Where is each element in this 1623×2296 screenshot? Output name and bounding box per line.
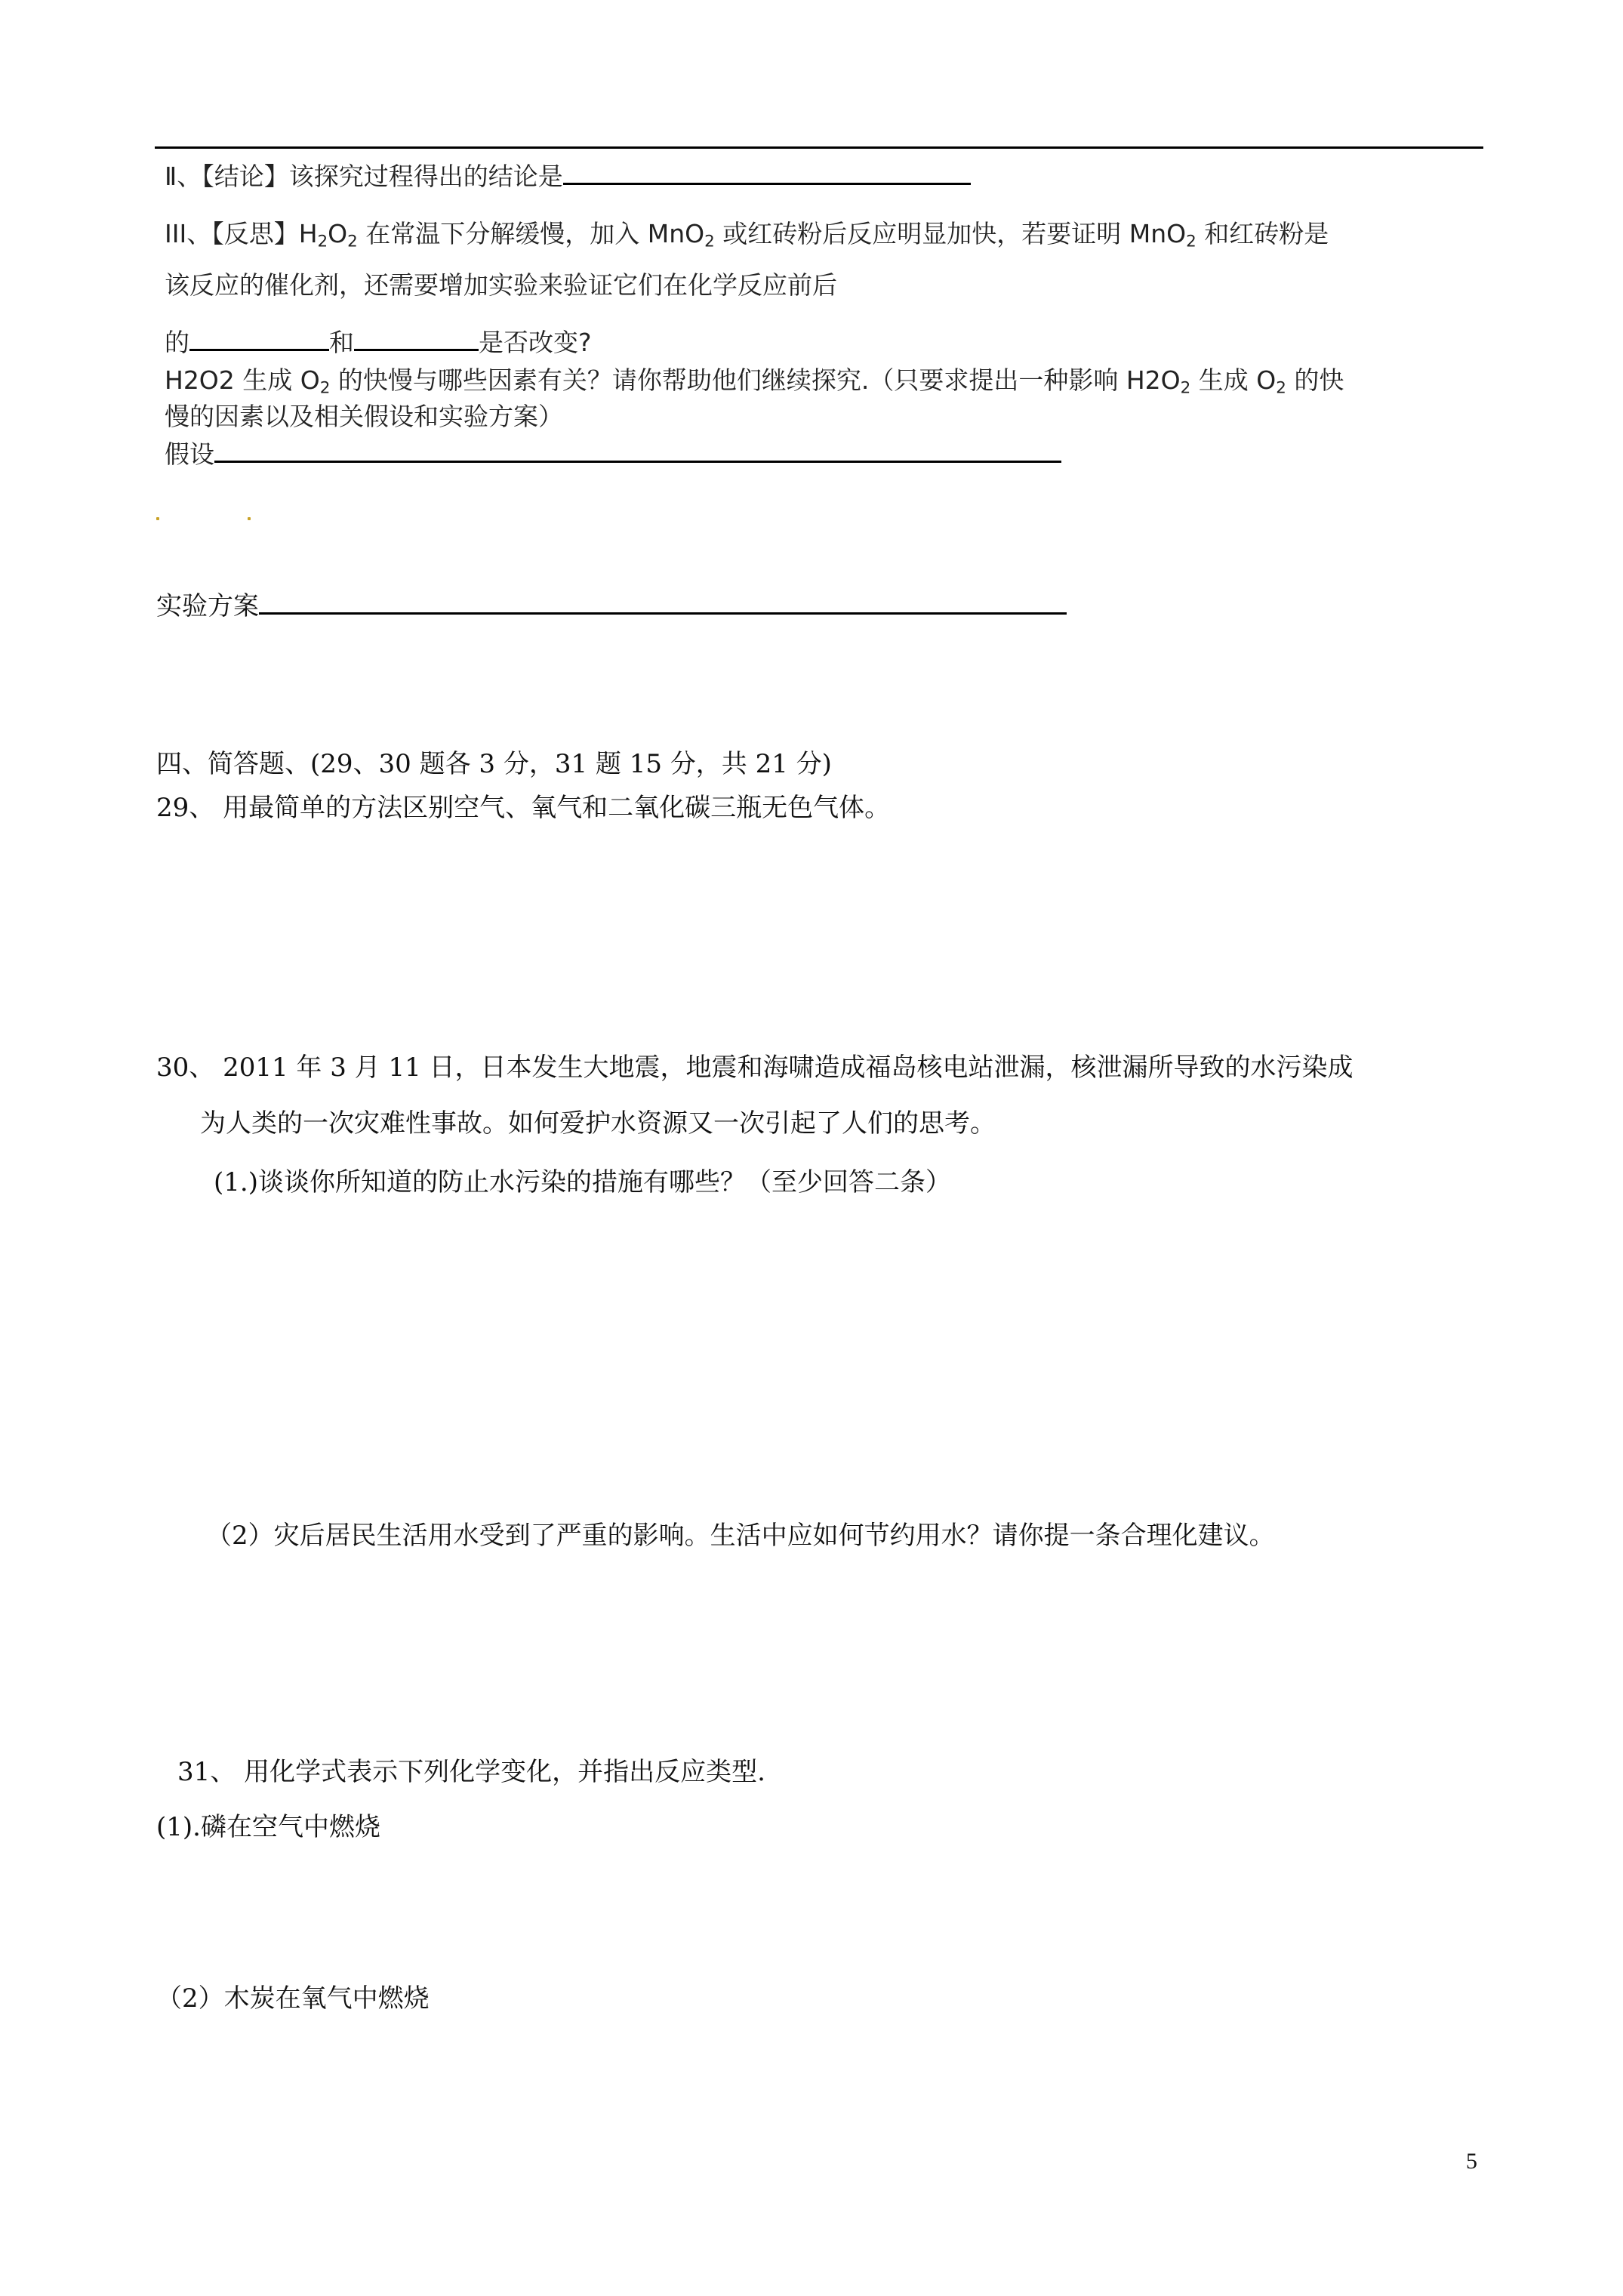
reflection-line-1 <box>165 214 1329 251</box>
question-31: 31、 用化学式表示下列化学变化，并指出反应类型. <box>177 1757 765 1787</box>
section-4-heading: 四、简答题、(29、30 题各 3 分，31 题 15 分，共 21 分) <box>156 749 832 779</box>
subscript: 2 <box>704 232 715 251</box>
factor-text-d: 的快 <box>1286 365 1344 395</box>
page-number: 5 <box>1466 2149 1477 2174</box>
factor-text-c: 生成 O <box>1190 365 1277 395</box>
subscript: 2 <box>317 232 328 251</box>
reflection-text-b: O <box>328 219 348 248</box>
question-31-sub-1: (1).磷在空气中燃烧 <box>156 1812 380 1842</box>
plan-blank[interactable] <box>259 590 1067 615</box>
reflection-text-a: III、【反思】H <box>165 219 318 248</box>
question-30-sub-2: （2）灾后居民生活用水受到了严重的影响。生活中应如何节约用水？请你提一条合理化建议。 <box>206 1521 1275 1551</box>
reflection-changed: 是否改变? <box>479 328 592 357</box>
factor-text-a: H2O2 生成 O <box>165 365 320 395</box>
conclusion-line <box>165 157 971 193</box>
subscript: 2 <box>1276 378 1286 398</box>
reflection-line-5: 慢的因素以及相关假设和实验方案） <box>165 402 563 431</box>
question-31-sub-2: （2）木炭在氧气中燃烧 <box>156 1983 430 2014</box>
reflection-text-e: 和红砖粉是 <box>1196 219 1329 248</box>
reflection-line-3 <box>165 323 592 359</box>
question-30-line-1: 30、 2011 年 3 月 11 日，日本发生大地震，地震和海啸造成福岛核电站泄漏，核泄漏所导致的水污染成 <box>156 1052 1354 1083</box>
reflection-line-2: 该反应的催化剂，还需要增加实验来验证它们在化学反应前后 <box>165 270 837 300</box>
hypothesis-label: 假设 <box>165 439 214 469</box>
reflection-text-c: 在常温下分解缓慢，加入 MnO <box>357 219 705 248</box>
reflection-he: 和 <box>329 328 354 357</box>
question-30-sub-1: (1.)谈谈你所知道的防止水污染的措施有哪些？（至少回答二条） <box>214 1167 951 1197</box>
question-30-line-2: 为人类的一次灾难性事故。如何爱护水资源又一次引起了人们的思考。 <box>200 1108 996 1139</box>
speck-mark <box>248 517 251 520</box>
subscript: 2 <box>1186 232 1196 251</box>
property-blank-1[interactable] <box>189 326 329 351</box>
hypothesis-blank[interactable] <box>214 438 1061 463</box>
top-rule <box>155 146 1483 149</box>
subscript: 2 <box>319 378 331 398</box>
subscript: 2 <box>347 232 358 251</box>
property-blank-2[interactable] <box>354 326 479 351</box>
reflection-line-4 <box>165 361 1344 397</box>
conclusion-prefix: Ⅱ、【结论】该探究过程得出的结论是 <box>165 162 563 191</box>
reflection-de: 的 <box>165 328 189 357</box>
subscript: 2 <box>1180 378 1191 398</box>
factor-text-b: 的快慢与哪些因素有关？请你帮助他们继续探究.（只要求提出一种影响 H2O <box>330 365 1181 395</box>
plan-line <box>156 585 1067 622</box>
reflection-text-d: 或红砖粉后反应明显加快，若要证明 MnO <box>714 219 1187 248</box>
conclusion-answer-blank[interactable] <box>563 160 971 185</box>
question-29: 29、 用最简单的方法区别空气、氧气和二氧化碳三瓶无色气体。 <box>156 793 891 823</box>
speck-mark <box>156 517 159 520</box>
hypothesis-line <box>165 435 1061 470</box>
plan-label: 实验方案 <box>156 591 259 621</box>
